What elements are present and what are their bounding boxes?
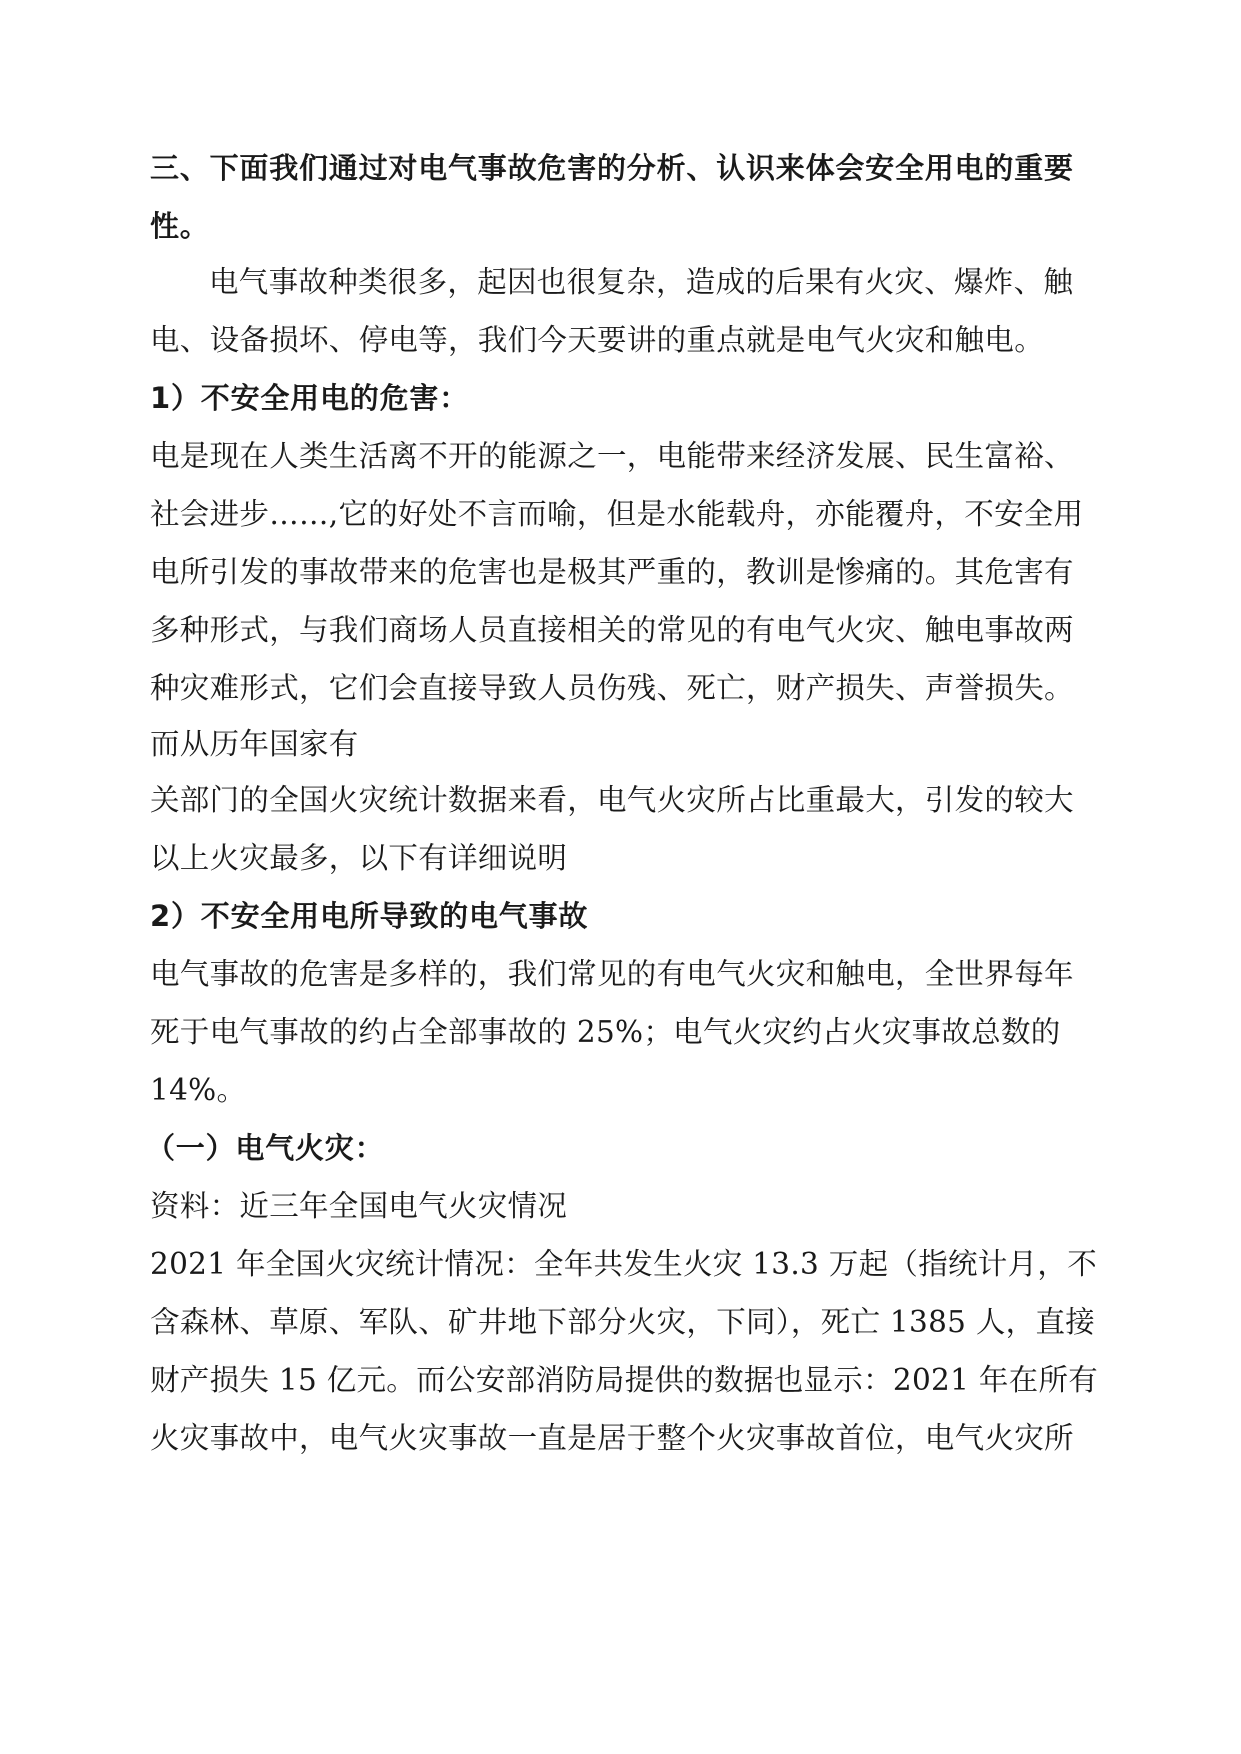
paragraph-line: 死于电气事故的约占全部事故的 25%；电气火灾约占火灾事故总数的 [150,1015,1061,1049]
paragraph-line: 电、设备损坏、停电等，我们今天要讲的重点就是电气火灾和触电。 [150,323,1045,357]
paragraph-line: 含森林、草原、军队、矿井地下部分火灾，下同），死亡 1385 人，直接 [150,1305,1096,1339]
paragraph-line: 电所引发的事故带来的危害也是极其严重的，教训是惨痛的。其危害有 [150,555,1074,589]
paragraph-line: 多种形式，与我们商场人员直接相关的常见的有电气火灾、触电事故两 [150,613,1074,647]
paragraph-line: 火灾事故中，电气火灾事故一直是居于整个火灾事故首位，电气火灾所 [150,1421,1074,1455]
paragraph-line: 而从历年国家有 [150,727,359,761]
paragraph-line: 资料：近三年全国电气火灾情况 [150,1189,568,1223]
paragraph-line: 种灾难形式，它们会直接导致人员伤残、死亡，财产损失、声誉损失。 [150,671,1074,705]
subheading-1: 1）不安全用电的危害： [150,381,469,415]
section-heading-3: 三、下面我们通过对电气事故危害的分析、认识来体会安全用电的重要 [150,151,1074,185]
paragraph-line: 财产损失 15 亿元。而公安部消防局提供的数据也显示：2021 年在所有 [150,1363,1099,1397]
paragraph-line: 社会进步……,它的好处不言而喻，但是水能载舟，亦能覆舟，不安全用 [150,497,1084,531]
paragraph-line: 关部门的全国火灾统计数据来看，电气火灾所占比重最大，引发的较大 [150,783,1074,817]
paragraph-line: 以上火灾最多，以下有详细说明 [150,841,568,875]
section-heading-3-cont: 性。 [150,209,210,243]
paragraph-line: 2021 年全国火灾统计情况：全年共发生火灾 13.3 万起（指统计月，不 [150,1247,1097,1281]
subheading-electrical-fire: （一）电气火灾： [146,1131,385,1165]
paragraph-line: 电是现在人类生活离不开的能源之一，电能带来经济发展、民生富裕、 [150,439,1074,473]
subheading-2: 2）不安全用电所导致的电气事故 [150,899,589,933]
paragraph-line: 电气事故种类很多，起因也很复杂，造成的后果有火灾、爆炸、触 [209,265,1074,299]
paragraph-line: 电气事故的危害是多样的，我们常见的有电气火灾和触电，全世界每年 [150,957,1074,991]
paragraph-line: 14%。 [150,1073,247,1107]
